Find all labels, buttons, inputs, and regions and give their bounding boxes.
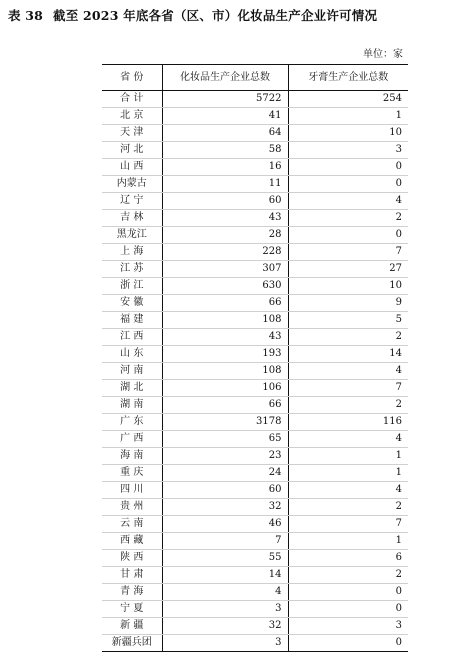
table-row (102, 533, 408, 550)
cosmetics-count-cell: 16 (162, 159, 288, 176)
province-cell: 重 庆 (102, 465, 162, 482)
table-number: 表 38 (8, 8, 44, 23)
province-cell: 合 计 (102, 91, 162, 108)
table-row (102, 210, 408, 227)
table-row (102, 414, 408, 431)
table-row (102, 584, 408, 601)
province-cell: 湖 北 (102, 380, 162, 397)
cosmetics-count-cell: 106 (162, 380, 288, 397)
cosmetics-count-cell: 66 (162, 295, 288, 312)
toothpaste-count-cell: 1 (288, 533, 408, 550)
table-row (102, 550, 408, 567)
table-row (102, 295, 408, 312)
toothpaste-count-cell: 3 (288, 618, 408, 635)
toothpaste-count-cell: 4 (288, 431, 408, 448)
table-header-row (102, 65, 408, 91)
province-cell: 广 西 (102, 431, 162, 448)
license-table (102, 64, 408, 652)
table-row (102, 363, 408, 380)
province-cell: 宁 夏 (102, 601, 162, 618)
province-cell: 陕 西 (102, 550, 162, 567)
province-cell: 天 津 (102, 125, 162, 142)
cosmetics-count-cell: 32 (162, 499, 288, 516)
cosmetics-count-cell: 7 (162, 533, 288, 550)
table-body (102, 65, 408, 652)
table-row (102, 448, 408, 465)
toothpaste-count-cell: 2 (288, 329, 408, 346)
toothpaste-count-cell: 5 (288, 312, 408, 329)
toothpaste-count-cell: 4 (288, 193, 408, 210)
cosmetics-count-cell: 228 (162, 244, 288, 261)
toothpaste-count-cell: 9 (288, 295, 408, 312)
cosmetics-count-cell: 55 (162, 550, 288, 567)
toothpaste-count-cell: 2 (288, 210, 408, 227)
province-cell: 安 徽 (102, 295, 162, 312)
table-row (102, 176, 408, 193)
table-row (102, 227, 408, 244)
province-cell: 河 南 (102, 363, 162, 380)
cosmetics-count-cell: 64 (162, 125, 288, 142)
header-cosmetics-total: 化妆品生产企业总数 (162, 65, 288, 91)
toothpaste-count-cell: 0 (288, 601, 408, 618)
cosmetics-count-cell: 108 (162, 363, 288, 380)
table-row (102, 142, 408, 159)
province-cell: 内蒙古 (102, 176, 162, 193)
table-row (102, 108, 408, 125)
province-cell: 北 京 (102, 108, 162, 125)
toothpaste-count-cell: 0 (288, 159, 408, 176)
table-title-text: 截至 2023 年底各省（区、市）化妆品生产企业许可情况 (53, 8, 378, 23)
province-cell: 吉 林 (102, 210, 162, 227)
toothpaste-count-cell: 10 (288, 125, 408, 142)
cosmetics-count-cell: 60 (162, 482, 288, 499)
table-row (102, 193, 408, 210)
toothpaste-count-cell: 0 (288, 635, 408, 652)
toothpaste-count-cell: 3 (288, 142, 408, 159)
province-cell: 河 北 (102, 142, 162, 159)
header-toothpaste-total: 牙膏生产企业总数 (288, 65, 408, 91)
table-row (102, 278, 408, 295)
table-row (102, 397, 408, 414)
cosmetics-count-cell: 43 (162, 210, 288, 227)
province-cell: 江 西 (102, 329, 162, 346)
cosmetics-count-cell: 41 (162, 108, 288, 125)
unit-label: 单位：家 (363, 49, 403, 60)
cosmetics-count-cell: 4 (162, 584, 288, 601)
province-cell: 江 苏 (102, 261, 162, 278)
table-row (102, 601, 408, 618)
province-cell: 福 建 (102, 312, 162, 329)
table-row (102, 244, 408, 261)
cosmetics-count-cell: 28 (162, 227, 288, 244)
cosmetics-count-cell: 46 (162, 516, 288, 533)
table-row (102, 125, 408, 142)
toothpaste-count-cell: 4 (288, 363, 408, 380)
province-cell: 辽 宁 (102, 193, 162, 210)
table-row (102, 465, 408, 482)
cosmetics-count-cell: 108 (162, 312, 288, 329)
toothpaste-count-cell: 1 (288, 108, 408, 125)
cosmetics-count-cell: 3 (162, 601, 288, 618)
toothpaste-count-cell: 0 (288, 227, 408, 244)
province-cell: 青 海 (102, 584, 162, 601)
toothpaste-count-cell: 254 (288, 91, 408, 108)
table-row (102, 482, 408, 499)
toothpaste-count-cell: 27 (288, 261, 408, 278)
province-cell: 四 川 (102, 482, 162, 499)
table-row (102, 380, 408, 397)
toothpaste-count-cell: 6 (288, 550, 408, 567)
table-row (102, 329, 408, 346)
province-cell: 云 南 (102, 516, 162, 533)
toothpaste-count-cell: 7 (288, 244, 408, 261)
toothpaste-count-cell: 14 (288, 346, 408, 363)
toothpaste-count-cell: 10 (288, 278, 408, 295)
table-row (102, 261, 408, 278)
toothpaste-count-cell: 2 (288, 397, 408, 414)
province-cell: 黑龙江 (102, 227, 162, 244)
cosmetics-count-cell: 3178 (162, 414, 288, 431)
cosmetics-count-cell: 32 (162, 618, 288, 635)
province-cell: 山 东 (102, 346, 162, 363)
table-row (102, 346, 408, 363)
cosmetics-count-cell: 193 (162, 346, 288, 363)
province-cell: 贵 州 (102, 499, 162, 516)
cosmetics-count-cell: 307 (162, 261, 288, 278)
cosmetics-count-cell: 66 (162, 397, 288, 414)
cosmetics-count-cell: 23 (162, 448, 288, 465)
toothpaste-count-cell: 7 (288, 516, 408, 533)
province-cell: 新疆兵团 (102, 635, 162, 652)
table-row (102, 516, 408, 533)
province-cell: 广 东 (102, 414, 162, 431)
cosmetics-count-cell: 60 (162, 193, 288, 210)
cosmetics-count-cell: 630 (162, 278, 288, 295)
province-cell: 甘 肃 (102, 567, 162, 584)
toothpaste-count-cell: 116 (288, 414, 408, 431)
table-row (102, 91, 408, 108)
cosmetics-count-cell: 43 (162, 329, 288, 346)
table-row (102, 635, 408, 652)
table-row (102, 567, 408, 584)
header-province: 省 份 (102, 65, 162, 91)
toothpaste-count-cell: 0 (288, 584, 408, 601)
toothpaste-count-cell: 2 (288, 499, 408, 516)
toothpaste-count-cell: 1 (288, 465, 408, 482)
table-row (102, 159, 408, 176)
cosmetics-count-cell: 5722 (162, 91, 288, 108)
province-cell: 西 藏 (102, 533, 162, 550)
table-row (102, 499, 408, 516)
toothpaste-count-cell: 1 (288, 448, 408, 465)
cosmetics-count-cell: 11 (162, 176, 288, 193)
province-cell: 新 疆 (102, 618, 162, 635)
toothpaste-count-cell: 2 (288, 567, 408, 584)
cosmetics-count-cell: 24 (162, 465, 288, 482)
toothpaste-count-cell: 4 (288, 482, 408, 499)
province-cell: 上 海 (102, 244, 162, 261)
table-row (102, 431, 408, 448)
table-row (102, 312, 408, 329)
province-cell: 山 西 (102, 159, 162, 176)
cosmetics-count-cell: 58 (162, 142, 288, 159)
table-row (102, 618, 408, 635)
cosmetics-count-cell: 65 (162, 431, 288, 448)
toothpaste-count-cell: 7 (288, 380, 408, 397)
province-cell: 湖 南 (102, 397, 162, 414)
province-cell: 海 南 (102, 448, 162, 465)
province-cell: 浙 江 (102, 278, 162, 295)
cosmetics-count-cell: 14 (162, 567, 288, 584)
table-title (8, 6, 377, 24)
cosmetics-count-cell: 3 (162, 635, 288, 652)
toothpaste-count-cell: 0 (288, 176, 408, 193)
